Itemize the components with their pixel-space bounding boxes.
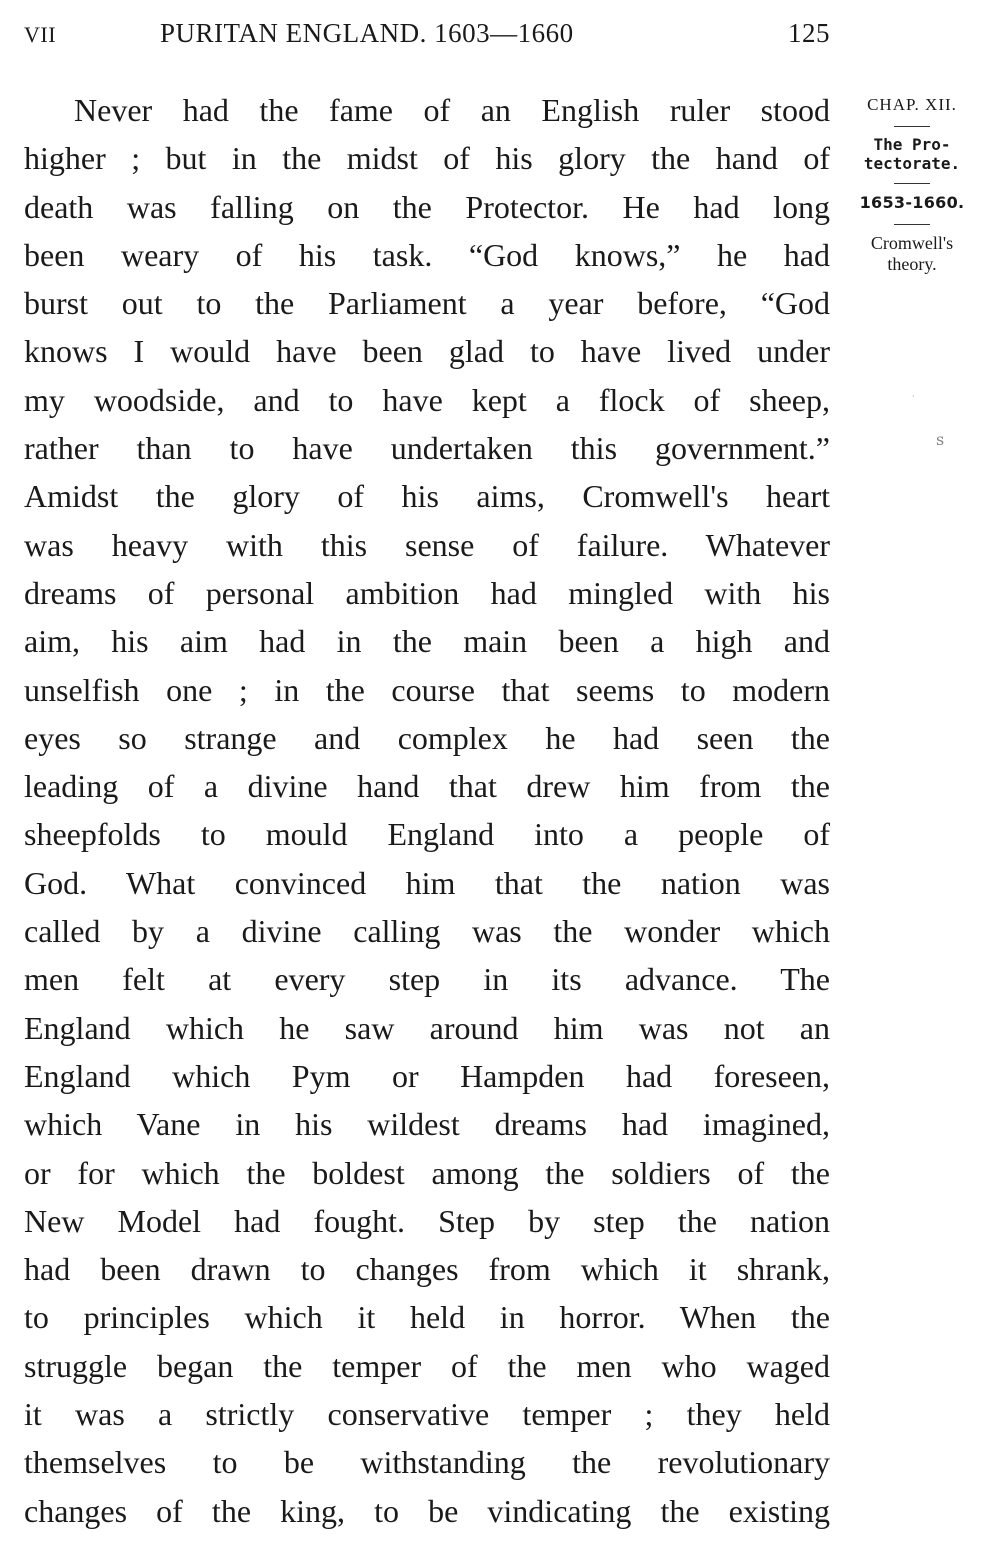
sidenote-topic-line-2: theory. bbox=[887, 254, 937, 274]
text-line: burst out to the Parliament a year before, “God bbox=[24, 285, 830, 322]
text-line: my woodside, and to have kept a flock of sheep, bbox=[24, 381, 830, 418]
text-line: Amidst the glory of his aims, Cromwell's heart bbox=[24, 478, 830, 515]
text-line: England which Pym or Hampden had foreseen, bbox=[24, 1057, 830, 1094]
text-line: sheepfolds to mould England into a people of bbox=[24, 816, 830, 853]
sidenote-topic-line-1: Cromwell's bbox=[870, 233, 954, 253]
sidenote-divider bbox=[894, 183, 930, 184]
text-line: been weary of his task. “God knows,” he had bbox=[24, 236, 830, 273]
text-line: unselfish one ; in the course that seems to modern bbox=[24, 671, 830, 708]
text-line: called by a divine calling was the wonder which bbox=[24, 913, 830, 950]
text-line: death was falling on the Protector. He had long bbox=[24, 188, 830, 225]
text-line: changes of the king, to be vindicating the existing bbox=[24, 1492, 830, 1529]
text-line: it was a strictly conservative temper ; they held bbox=[24, 1396, 830, 1433]
running-title: PURITAN ENGLAND. 1603—1660 bbox=[160, 18, 574, 48]
sidenote-years: 1653-1660. bbox=[859, 193, 965, 212]
text-line: had been drawn to changes from which it shrank, bbox=[24, 1251, 830, 1288]
sidenote-divider bbox=[894, 224, 930, 225]
text-line: New Model had fought. Step by step the nation bbox=[24, 1202, 830, 1239]
margin-sidenote bbox=[846, 94, 978, 275]
text-line: aim, his aim had in the main been a high and bbox=[24, 623, 830, 660]
text-line: knows I would have been glad to have lived under bbox=[24, 333, 830, 370]
body-text bbox=[24, 86, 830, 1535]
text-line: men felt at every step in its advance. The bbox=[24, 961, 830, 998]
running-head bbox=[24, 18, 830, 54]
text-line: was heavy with this sense of failure. Whatever bbox=[24, 526, 830, 563]
text-line: England which he saw around him was not an bbox=[24, 1009, 830, 1046]
sidenote-chapter: CHAP. XII. bbox=[867, 95, 957, 114]
text-line: God. What convinced him that the nation was bbox=[24, 864, 830, 901]
page-number: 125 bbox=[788, 18, 830, 48]
text-line: or for which the boldest among the soldiers of the bbox=[24, 1154, 830, 1191]
scan-speck: ꜱ bbox=[936, 430, 945, 449]
text-line: which Vane in his wildest dreams had imagined, bbox=[24, 1106, 830, 1143]
text-line: leading of a divine hand that drew him from the bbox=[24, 768, 830, 805]
sidenote-divider bbox=[894, 126, 930, 127]
scan-speck: · bbox=[912, 392, 915, 401]
sidenote-section-line-1: The Pro- bbox=[873, 135, 951, 154]
text-line: struggle began the temper of the men who waged bbox=[24, 1347, 830, 1384]
text-line: higher ; but in the midst of his glory the hand of bbox=[24, 140, 830, 177]
text-line: eyes so strange and complex he had seen the bbox=[24, 719, 830, 756]
text-line: rather than to have undertaken this government.” bbox=[24, 430, 830, 467]
sidenote-section-line-2: tectorate. bbox=[863, 154, 961, 173]
text-line: themselves to be withstanding the revolutionary bbox=[24, 1444, 830, 1481]
text-line: to principles which it held in horror. When the bbox=[24, 1299, 830, 1336]
chapter-roman-numeral: VII bbox=[24, 22, 57, 47]
text-line: dreams of personal ambition had mingled with his bbox=[24, 574, 830, 611]
text-line: Never had the fame of an English ruler stood bbox=[74, 92, 830, 128]
